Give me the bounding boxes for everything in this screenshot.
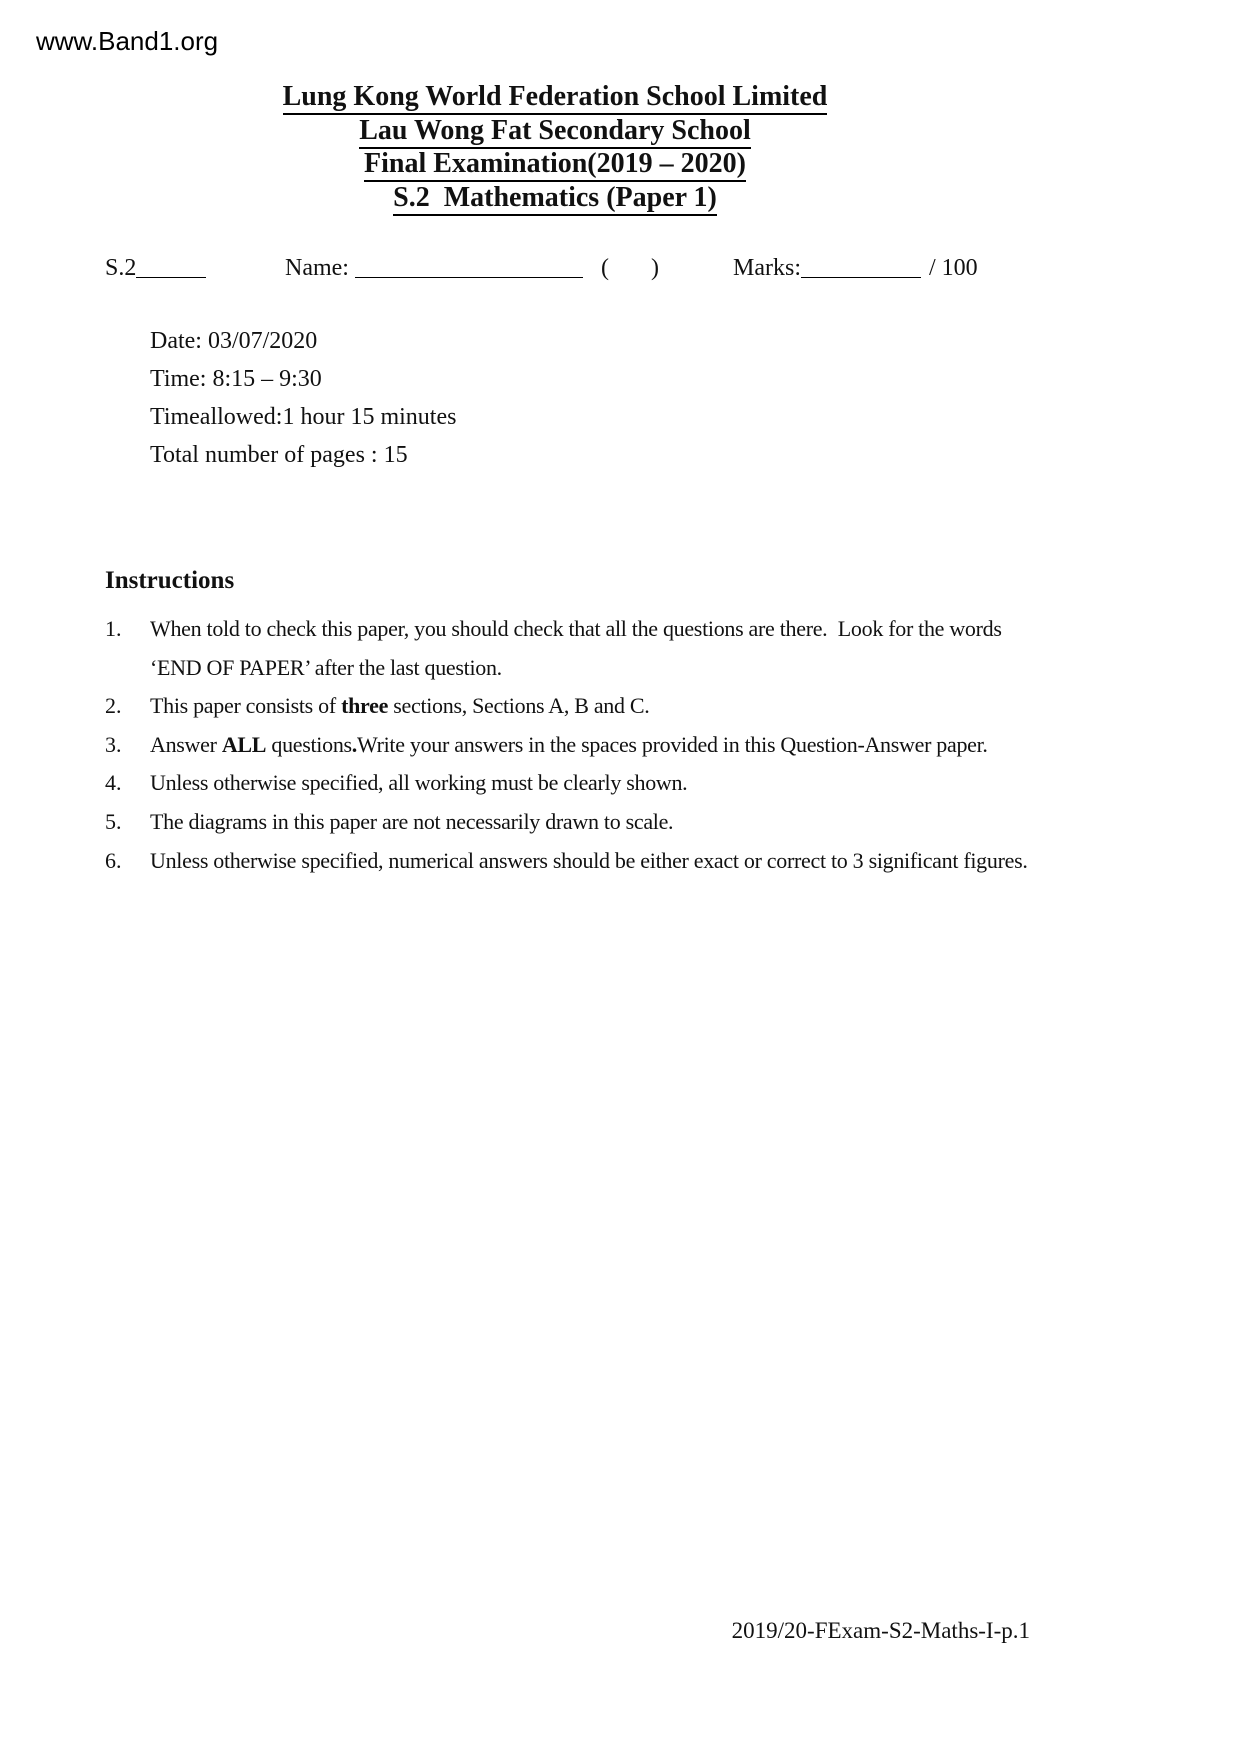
instruction-segment-bold: ALL bbox=[221, 731, 267, 757]
instruction-segment: Unless otherwise specified, all working must be clearly shown. bbox=[150, 770, 688, 796]
exam-date: Date: 03/07/2020 bbox=[150, 328, 318, 354]
instruction-number: 4. bbox=[105, 770, 122, 796]
instruction-text bbox=[150, 610, 1030, 687]
watermark-text: www.Band1.org bbox=[36, 26, 219, 56]
paper-title-text: S.2 Mathematics (Paper 1) bbox=[393, 182, 717, 216]
exam-title-line bbox=[105, 147, 1005, 181]
exam-title-text: Final Examination(2019 – 2020) bbox=[364, 148, 746, 182]
instruction-segment: This paper consists of bbox=[150, 693, 342, 719]
instruction-text bbox=[150, 842, 1030, 881]
instruction-text bbox=[150, 726, 1030, 765]
instruction-number: 5. bbox=[105, 808, 122, 834]
paper-title-line bbox=[105, 181, 1005, 215]
title-block bbox=[105, 80, 1005, 214]
candidate-info-row bbox=[0, 253, 1240, 293]
exam-details-block bbox=[150, 322, 456, 474]
class-number-paren-open: ( bbox=[600, 255, 609, 281]
instruction-segment: Write your answers in the spaces provided in this Question-Answer paper. bbox=[357, 731, 988, 757]
instruction-item bbox=[105, 610, 1045, 687]
instruction-segment-bold: three bbox=[341, 693, 389, 719]
marks-field bbox=[733, 253, 978, 282]
instruction-text bbox=[150, 764, 1030, 803]
class-field bbox=[105, 253, 206, 282]
instruction-number: 1. bbox=[105, 616, 122, 641]
footer-page-ref: 2019/20-FExam-S2-Maths-I-p.1 bbox=[731, 1618, 1030, 1643]
instruction-number: 6. bbox=[105, 847, 122, 873]
class-blank bbox=[136, 253, 206, 278]
instruction-segment: When told to check this paper, you should check that all the questions are there. Look for the words ‘END OF PAPER’ after the last question. bbox=[150, 616, 1007, 680]
marks-blank bbox=[801, 253, 921, 278]
instruction-segment: Answer bbox=[150, 731, 222, 757]
name-blank bbox=[355, 253, 583, 278]
instruction-segment: questions bbox=[266, 731, 352, 757]
class-number-paren-close: ) bbox=[650, 255, 659, 281]
class-field-label: S.2 bbox=[105, 255, 137, 281]
school-name-line-2 bbox=[105, 114, 1005, 148]
school-name-line bbox=[105, 80, 1005, 114]
instruction-segment: sections, Sections A, B and C. bbox=[388, 693, 650, 719]
marks-total: / 100 bbox=[929, 255, 978, 281]
instruction-item bbox=[105, 764, 1045, 803]
instruction-number: 3. bbox=[105, 731, 122, 757]
instructions-heading: Instructions bbox=[105, 567, 235, 594]
marks-field-label: Marks: bbox=[733, 255, 801, 281]
instruction-item bbox=[105, 842, 1045, 881]
instruction-segment: Unless otherwise specified, numerical answers should be either exact or correct to 3 significant figures. bbox=[150, 847, 1028, 873]
instruction-segment-bold: . bbox=[351, 731, 357, 757]
instruction-item bbox=[105, 687, 1045, 726]
instructions-section bbox=[105, 566, 1045, 880]
total-pages: Total number of pages : 15 bbox=[150, 442, 408, 468]
exam-time: Time: 8:15 – 9:30 bbox=[150, 366, 322, 392]
school-name-text: Lung Kong World Federation School Limited bbox=[283, 81, 828, 115]
instruction-text bbox=[150, 687, 1030, 726]
instruction-item bbox=[105, 803, 1045, 842]
instruction-number: 2. bbox=[105, 693, 122, 719]
instruction-item bbox=[105, 726, 1045, 765]
name-field bbox=[285, 253, 659, 282]
time-allowed: Timeallowed:1 hour 15 minutes bbox=[150, 404, 457, 430]
instruction-segment: The diagrams in this paper are not necessarily drawn to scale. bbox=[150, 808, 674, 834]
name-field-label: Name: bbox=[285, 255, 349, 281]
school-name-2-text: Lau Wong Fat Secondary School bbox=[359, 115, 751, 149]
instruction-text bbox=[150, 803, 1030, 842]
